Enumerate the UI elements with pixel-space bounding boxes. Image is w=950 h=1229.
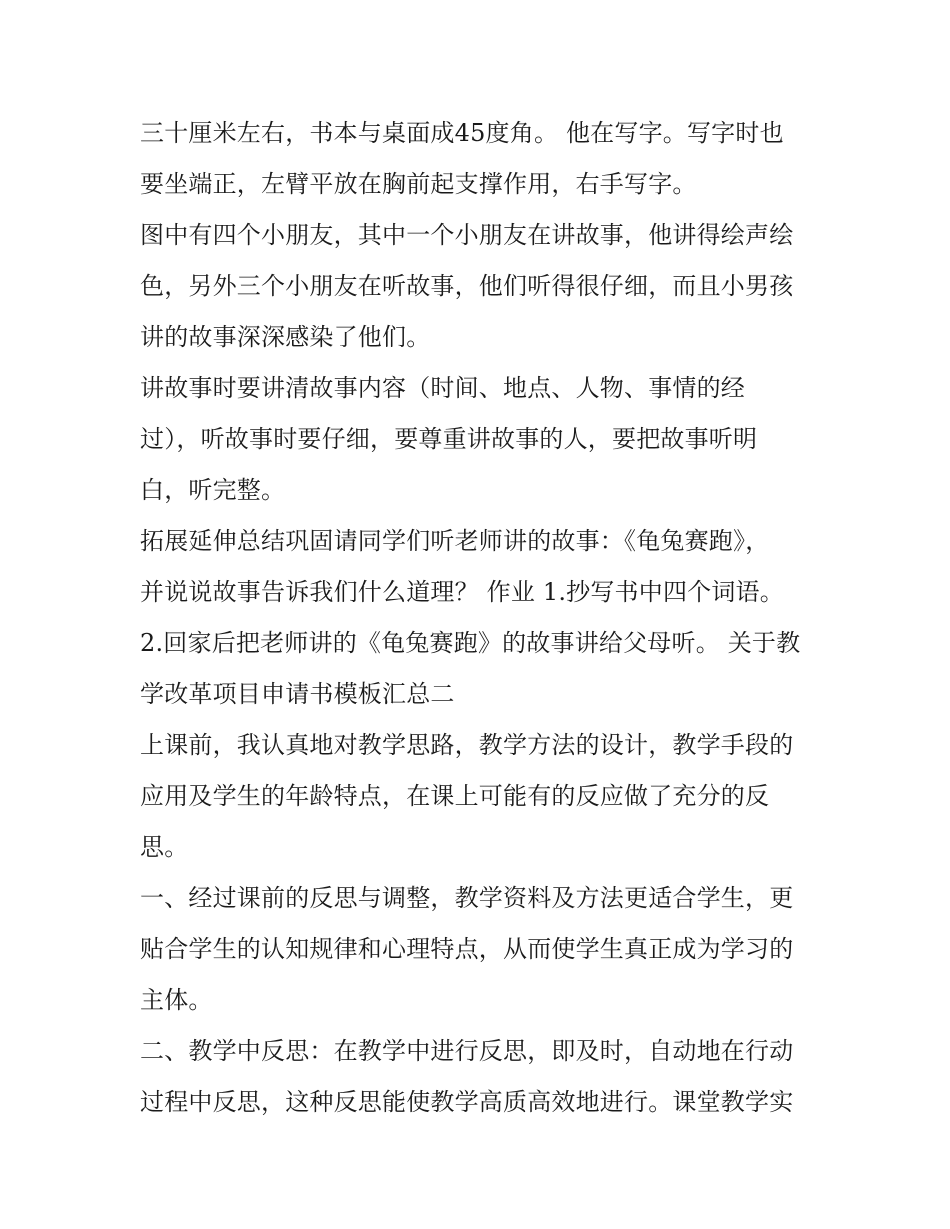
text-line: 讲故事时要讲清故事内容（时间、地点、人物、事情的经: [140, 374, 745, 402]
text-line: 过），听故事时要仔细，要尊重讲故事的人，要把故事听明: [140, 425, 758, 453]
text-line: 要坐端正，左臂平放在胸前起支撑作用，右手写字。: [140, 170, 697, 198]
text-line: 学改革项目申请书模板汇总二: [140, 680, 455, 708]
text-line: 图中有四个小朋友，其中一个小朋友在讲故事，他讲得绘声绘: [140, 221, 794, 249]
text-line: 三十厘米左右，书本与桌面成45度角。 他在写字。写字时也: [140, 119, 784, 147]
text-line: 主体。: [140, 986, 213, 1014]
text-line: 贴合学生的认知规律和心理特点，从而使学生真正成为学习的: [140, 935, 794, 963]
text-line: 并说说故事告诉我们什么道理？ 作业 1.抄写书中四个词语。: [140, 578, 784, 606]
text-line: 2.回家后把老师讲的《龟兔赛跑》的故事讲给父母听。 关于教: [140, 629, 801, 657]
text-line: 应用及学生的年龄特点，在课上可能有的反应做了充分的反: [140, 782, 770, 810]
text-line: 讲的故事深深感染了他们。: [140, 323, 431, 351]
text-line: 过程中反思，这种反思能使教学高质高效地进行。课堂教学实: [140, 1088, 794, 1116]
text-line: 上课前，我认真地对教学思路，教学方法的设计，教学手段的: [140, 731, 794, 759]
document-page: [140, 108, 820, 1128]
text-line: 拓展延伸总结巩固请同学们听老师讲的故事：《龟兔赛跑》，: [140, 527, 770, 555]
text-line: 一、经过课前的反思与调整，教学资料及方法更适合学生，更: [140, 884, 794, 912]
text-line: 思。: [140, 833, 189, 861]
text-line: 二、教学中反思：在教学中进行反思，即及时，自动地在行动: [140, 1037, 794, 1065]
text-line: 色，另外三个小朋友在听故事，他们听得很仔细，而且小男孩: [140, 272, 794, 300]
text-line: 白，听完整。: [140, 476, 286, 504]
